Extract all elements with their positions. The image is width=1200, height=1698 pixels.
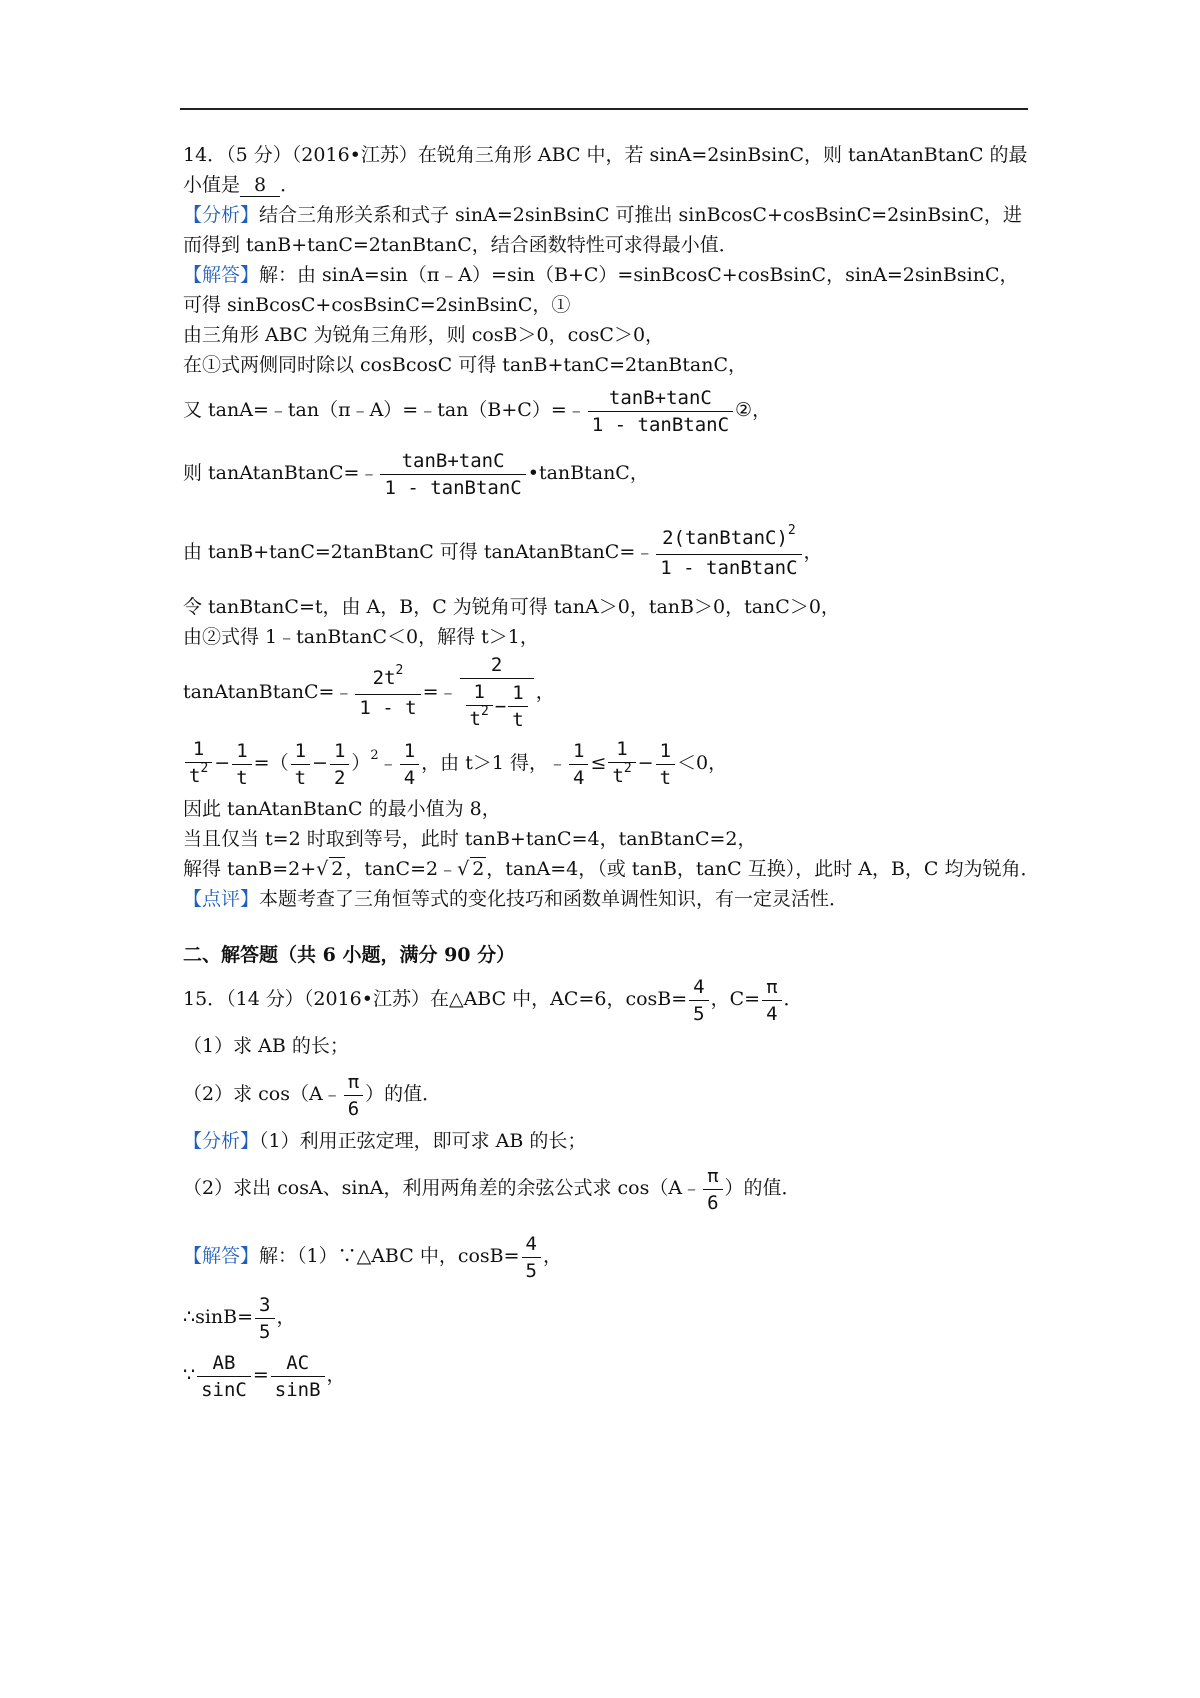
p14-solution-line2: 可得 sinBcosC+cosBsinC=2sinBsinC，① xyxy=(183,294,571,316)
p14-line2: 小值是 8 ． xyxy=(183,174,300,196)
fraction: $\frac{\tan B+\tan C}{\text{1 - tanBtanC}}$ xyxy=(380,450,525,499)
p15-solution-line2: ∴sinB= $\frac{3}{5}$ ， xyxy=(183,1293,296,1343)
section-heading: 二、解答题（共 6 小题，满分 90 分） xyxy=(183,944,516,966)
analysis-tag: 【分析】 xyxy=(183,204,260,226)
p14-solution-line3: 由三角形 ABC 为锐角三角形，则 cosB＞0，cosC＞0， xyxy=(183,324,665,346)
p15-question2: （2）求 cos（A﹣ $\frac{\pi}{6}$ ）的值． xyxy=(183,1070,442,1120)
p14-solution-line1: 【解答】解：由 sinA=sin（π﹣A）=sin（B+C）=sinBcosC+cosBsinC，sinA=2sinBsinC， xyxy=(183,264,1019,286)
solution-tag: 【解答】 xyxy=(183,264,260,286)
p14-solution-line4: 在①式两侧同时除以 cosBcosC 可得 tanB+tanC=2tanBtanC， xyxy=(183,354,748,376)
p15-analysis-line1: 【分析】（1）利用正弦定理，即可求 AB 的长； xyxy=(183,1130,587,1152)
sqrt-symbol: √ xyxy=(457,858,470,880)
fraction: $\frac{2(tanBtanC)^2}{\text{1 - tanBtanC}}$ xyxy=(656,527,801,579)
header-rule xyxy=(180,108,1028,110)
p14-solution-line14: 解得 tanB=2+√ 2 ，tanC=2﹣√ 2 ，tanA=4，（或 tanB，tanC 互换），此时 A，B，C 均为锐角． xyxy=(183,858,1040,880)
analysis-tag: 【分析】 xyxy=(183,1130,260,1152)
p14-solution-line13: 当且仅当 t=2 时取到等号，此时 tanB+tanC=4，tanBtanC=2， xyxy=(183,828,757,850)
document-content xyxy=(183,140,1040,1404)
p15-solution-line3: ∵ $\frac{AB}{\sin C}$ = $\frac{AC}{\sin B}$ ， xyxy=(183,1351,346,1401)
complex-fraction: 2 $\frac{1}{t^2}$ − $\frac{1}{t}$ xyxy=(460,654,534,733)
p14-solution-line10: tanAtanBtanC=﹣ $\frac{2t^2}{1 - t}$ =﹣ 2 $\frac{1}{t^2}$ − $\frac{1}{t}$ ， xyxy=(183,653,555,731)
p14-solution-line6: 则 tanAtanBtanC=﹣ $\frac{\tan B+\tan C}{\text{1 - tanBtanC}}$ •tanBtanC， xyxy=(183,449,649,499)
answer-blank: 8 xyxy=(240,174,280,197)
p14-solution-line7: 由 tanB+tanC=2tanBtanC 可得 tanAtanBtanC=﹣ $\frac{2(tanBtanC)^2}{\text{1 - tanBtanC}}$ ， xyxy=(183,523,823,579)
p14-solution-line12: 因此 tanAtanBtanC 的最小值为 8， xyxy=(183,798,501,820)
p14-solution-line11: $\frac{1}{t^2}$ − $\frac{1}{t}$ =（ $\frac{1}{t}$ − $\frac{1}{2}$ ）$^2$﹣ $\frac{1}{4}$ ，由 t＞1 得，﹣ $\frac{1}{4}$ ≤ $\frac{1}{t^2}$ − $\frac{1}{t}$ ＜0， xyxy=(183,732,1033,794)
p14-solution-line8: 令 tanBtanC=t，由 A，B，C 为锐角可得 tanA＞0，tanB＞0，tanC＞0， xyxy=(183,596,840,618)
p14-solution-line5: 又 tanA=﹣tan（π﹣A）=﹣tan（B+C）=﹣ $\frac{\tan B+\tan C}{\text{1 - tanBtanC}}$ ②， xyxy=(183,386,772,436)
p14-analysis-line2: 而得到 tanB+tanC=2tanBtanC，结合函数特性可求得最小值． xyxy=(183,234,738,256)
p15-solution-line1: 【解答】解：（1）∵△ABC 中，cosB= $\frac{4}{5}$ ， xyxy=(183,1232,563,1282)
p15-stem: 15．（14 分）（2016•江苏）在△ABC 中，AC=6，cosB= $\frac{4}{5}$ ，C= $\frac{\pi}{4}$ ． xyxy=(183,975,803,1025)
fraction: $\frac{2t^2}{1 - t}$ xyxy=(355,667,420,719)
p14-solution-line9: 由②式得 1﹣tanBtanC＜0，解得 t＞1， xyxy=(183,626,539,648)
p14-analysis-line1: 【分析】结合三角形关系和式子 sinA=2sinBsinC 可推出 sinBcosC+cosBsinC=2sinBsinC，进 xyxy=(183,204,1022,226)
fraction: $\frac{\tan B+\tan C}{\text{1 - tanBtanC}}$ xyxy=(588,387,733,436)
solution-tag: 【解答】 xyxy=(183,1245,260,1267)
p15-analysis-line2: （2）求出 cosA、sinA，利用两角差的余弦公式求 cos（A﹣ $\frac{\pi}{6}$ ）的值． xyxy=(183,1164,801,1214)
comment-tag: 【点评】 xyxy=(183,888,260,910)
sqrt-symbol: √ xyxy=(316,858,329,880)
p14-comment: 【点评】本题考查了三角恒等式的变化技巧和函数单调性知识，有一定灵活性． xyxy=(183,888,849,910)
p15-question1: （1）求 AB 的长； xyxy=(183,1035,349,1057)
p14-line1: 14．（5 分）（2016•江苏）在锐角三角形 ABC 中，若 sinA=2sinBsinC，则 tanAtanBtanC 的最 xyxy=(183,144,1028,166)
